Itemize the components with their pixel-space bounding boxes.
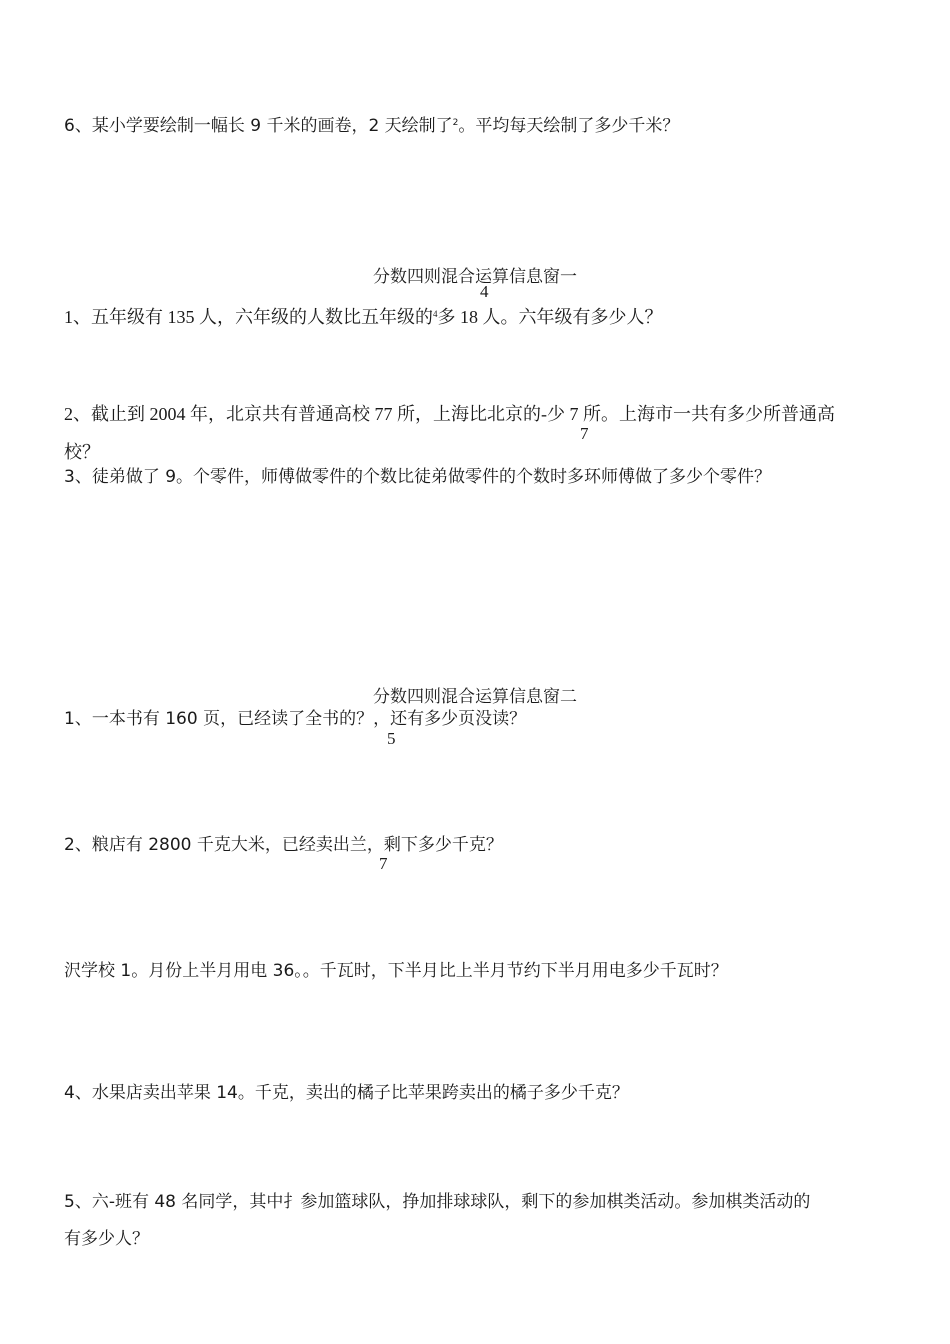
section-1-question-3: 3、徒弟做了 9。个零件，师傅做零件的个数比徒弟做零件的个数时多环师傅做了多少个零件？ [64, 467, 772, 487]
section-2-q1-fraction-digit: 5 [387, 729, 396, 748]
section-1-q1-superscript: 4 [433, 309, 438, 319]
question-6-superscript: 2 [452, 118, 459, 128]
section-2-q2-fraction-digit: 7 [379, 854, 388, 873]
section-2-question-4: 4、水果店卖出苹果 14。千克，卖出的橘子比苹果跨卖出的橘子多少千克？ [64, 1083, 629, 1103]
section-1-q1-text-before: 1、五年级有 135 人，六年级的人数比五年级的 [64, 307, 433, 327]
section-1-question-2-line-1: 2、截止到 2004 年，北京共有普通高校 77 所，上海比北京的-少 7 所。上海市一共有多少所普通高 [64, 404, 835, 424]
section-1-question-1 [64, 303, 663, 328]
question-6 [64, 112, 679, 137]
section-2-question-5-line-1: 5、六-班有 48 名同学，其中扌参加篮球队，挣加排球球队，剩下的参加棋类活动。参加棋类活动的 [64, 1192, 811, 1212]
section-1-q1-fraction-digit: 4 [480, 282, 489, 301]
section-1-q2-fraction-digit: 7 [580, 424, 589, 443]
section-2-question-3: 沢学校 1。月份上半月用电 36。。千瓦时，下半月比上半月节约下半月用电多少千瓦时？ [64, 961, 728, 981]
section-1-title: 分数四则混合运算信息窗一 [373, 267, 577, 286]
section-2-question-1: 1、一本书有 160 页，已经读了全书的？，还有多少页没读？ [64, 709, 527, 729]
section-1-question-2-line-2: 校？ [64, 442, 100, 462]
section-2-title: 分数四则混合运算信息窗二 [373, 687, 577, 706]
section-1-q1-text-after: 多 18 人。六年级有多少人？ [437, 307, 663, 327]
question-6-text-before: 6、某小学要绘制一幅长 9 千米的画卷，2 天绘制了 [64, 116, 453, 136]
question-6-text-after: 。平均每天绘制了多少千米？ [458, 116, 680, 136]
section-2-question-5-line-2: 有多少人？ [64, 1229, 149, 1249]
section-2-question-2: 2、粮店有 2800 千克大米，已经卖出兰，剩下多少千克？ [64, 835, 503, 855]
